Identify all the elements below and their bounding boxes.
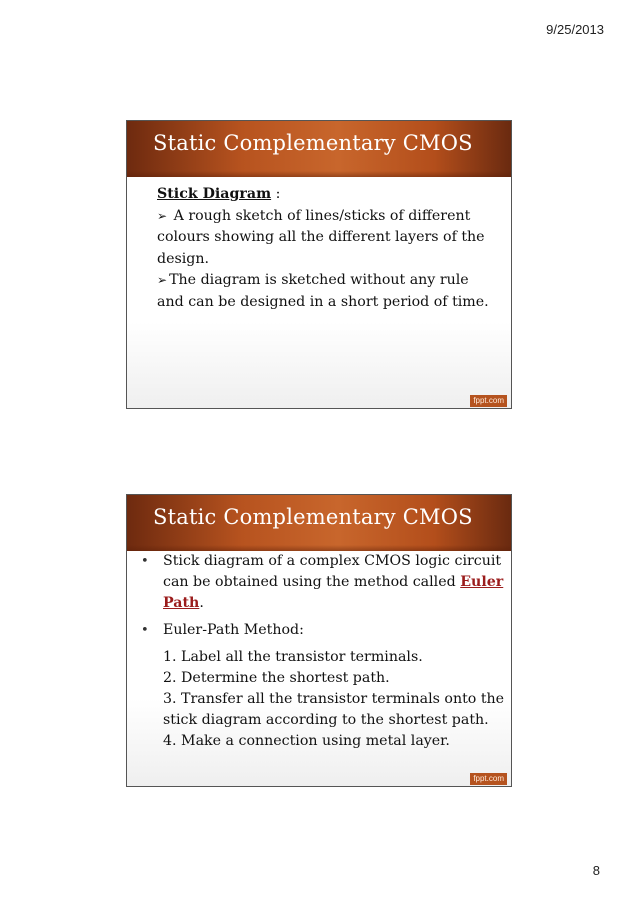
stick-diagram-heading: Stick Diagram xyxy=(157,186,272,202)
step-item: 1. Label all the transistor terminals. xyxy=(163,649,423,665)
list-item xyxy=(141,620,509,641)
bullet-text: Euler-Path Method: xyxy=(163,622,304,638)
step-item: 4. Make a connection using metal layer. xyxy=(163,733,450,749)
slide-title: Static Complementary CMOS xyxy=(153,505,473,529)
heading-suffix: : xyxy=(271,186,281,202)
slide-body xyxy=(141,551,509,752)
heading-line xyxy=(157,184,497,206)
arrow-bullet-icon: ➢ xyxy=(157,273,168,287)
print-date: 9/25/2013 xyxy=(546,22,604,37)
watermark: fppt.com xyxy=(470,773,507,785)
slide-1 xyxy=(126,120,512,409)
step-item: 2. Determine the shortest path. xyxy=(163,670,390,686)
bullet-text: A rough sketch of lines/sticks of different colours showing all the different layers of the design. xyxy=(157,207,485,267)
step-list xyxy=(141,647,509,752)
dot-bullet-icon: • xyxy=(141,623,149,638)
list-item xyxy=(141,551,509,614)
list-item xyxy=(157,206,497,271)
bullet-text: The diagram is sketched without any rule and can be designed in a short period of time. xyxy=(157,272,489,310)
arrow-bullet-icon: ➢ xyxy=(157,208,168,223)
euler-path-link[interactable]: Euler Path xyxy=(163,574,504,611)
bullet-end: . xyxy=(199,595,204,611)
list-item xyxy=(157,270,497,313)
page-number: 8 xyxy=(592,863,600,878)
step-item: 3. Transfer all the transistor terminals onto the stick diagram according to the shortest path. xyxy=(163,691,505,728)
slide-body xyxy=(157,184,497,313)
bullet-text: Stick diagram of a complex CMOS logic circuit can be obtained using the method called xyxy=(163,553,502,590)
slide-2 xyxy=(126,494,512,787)
dot-bullet-icon: • xyxy=(141,554,149,569)
slide-title: Static Complementary CMOS xyxy=(153,131,473,155)
watermark: fppt.com xyxy=(470,395,507,407)
